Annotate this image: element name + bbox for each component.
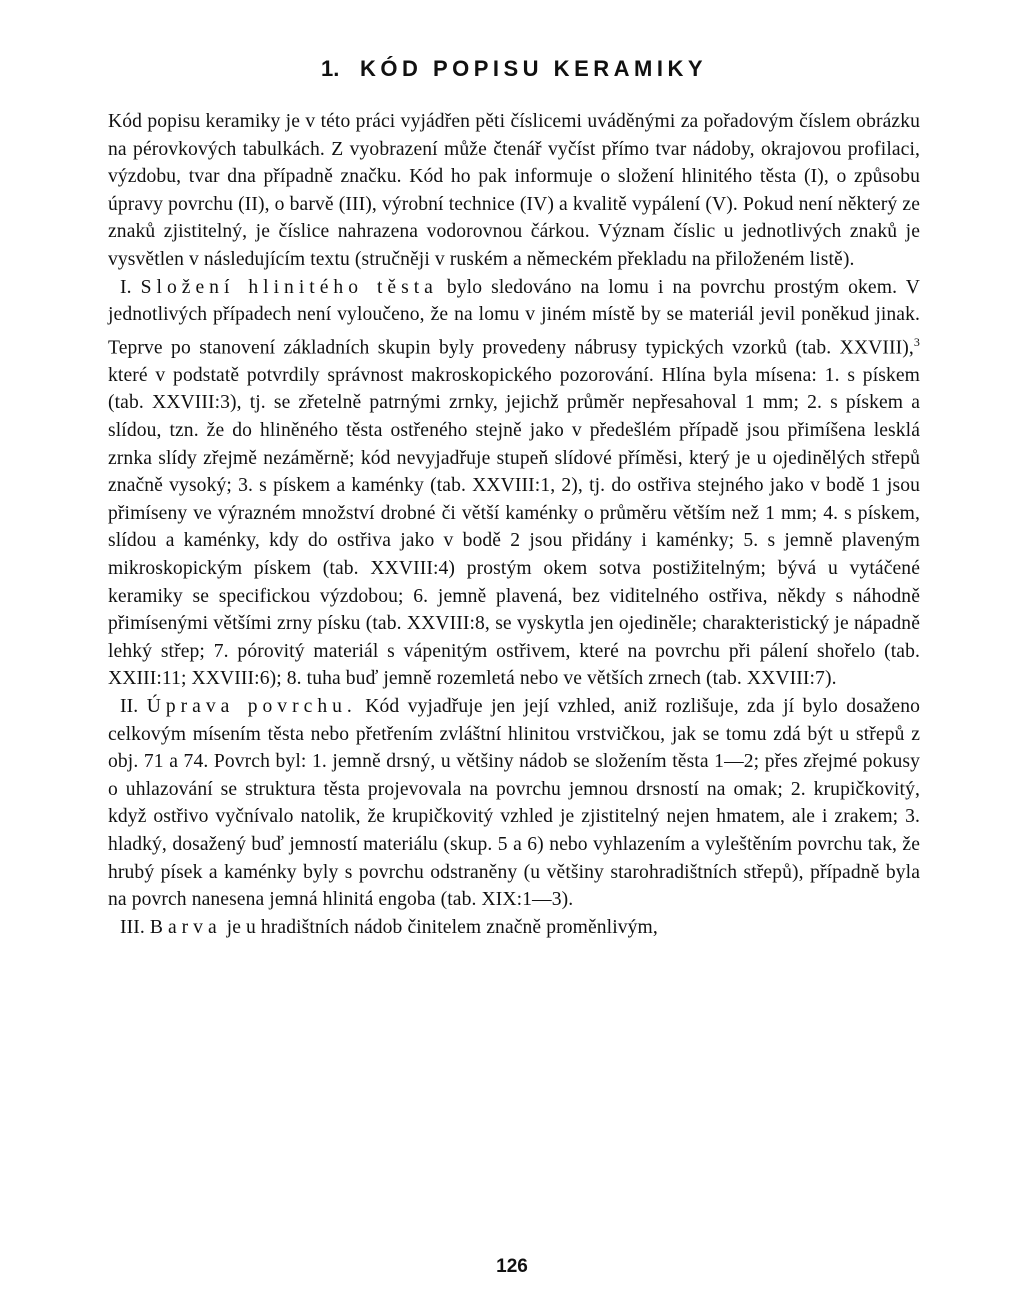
footnote-marker: 3 bbox=[913, 334, 920, 349]
page-title bbox=[108, 56, 920, 82]
section-i-label: I. bbox=[120, 276, 132, 298]
section-iii-label: III. bbox=[120, 916, 145, 938]
section-title: KÓD POPISU KERAMIKY bbox=[359, 56, 708, 81]
section-number: 1. bbox=[320, 56, 340, 81]
section-ii-text: Kód vyjadřuje jen její vzhled, aniž rozlišuje, zda jí bylo dosaženo celkovým mísením těsta nebo přetřením zvláštní hlinitou vrstvičkou, jak se tomu zdá být u střepů z obj. 71 a 74. Povrch byl: 1. jemně drsný, u většiny nádob se složením těsta 1—2; přes zřejmé pokusy o uhlazování se struktura těsta projevovala na povrchu jemnou drsností na omak; 2. krupičkovitý, když ostřivo vyčnívalo natolik, že krupičkovitý vzhled je zjistitelný nejen hmatem, ale i zrakem; 3. hladký, dosažený buď jemností materiálu (skup. 5 a 6) nebo vyhlazením a vyleštěním povrchu tak, že hrubý písek a kaménky byly s povrchu odstraněny (u většiny starohradištních střepů), případně byla na povrch nanesena jemná hlinitá engoba (tab. XIX:1—3). bbox=[108, 696, 921, 911]
page-body bbox=[108, 56, 920, 941]
section-ii-heading: Úprava povrchu. bbox=[146, 696, 357, 717]
section-iii-heading: Barva bbox=[149, 916, 222, 938]
page-number: 126 bbox=[496, 1256, 528, 1277]
intro-paragraph: Kód popisu keramiky je v této práci vyjádřen pěti číslicemi uváděnými za pořadovým číslem obrázku na pérovkových tabulkách. Z vyobrazení může čtenář vyčíst přímo tvar nádoby, okrajovou profilaci, výzdobu, tvar dna případně značku. Kód ho pak informuje o složení hlinitého těsta (I), o způsobu úpravy povrchu (II), o barvě (III), výrobní technice (IV) a kvalitě vypálení (V). Pokud není některý ze znaků zjistitelný, je číslice nahrazena vodorovnou čárkou. Význam číslic u jednotlivých znaků je vysvětlen v následujícím textu (stručněji v ruském a německém překladu na přiloženém listě). bbox=[108, 111, 920, 270]
section-iii-text: je u hradištních nádob činitelem značně proměnlivým, bbox=[221, 916, 658, 938]
section-ii-paragraph bbox=[108, 693, 920, 914]
section-i-heading: Složení hlinitého těsta bbox=[140, 276, 438, 298]
section-iii-paragraph bbox=[108, 914, 920, 942]
section-i-text-continued: které v podstatě potvrdily správnost makroskopického pozorování. Hlína byla mísena: 1. s pískem (tab. XXVIII:3), tj. se zřetelně patrnými zrnky, jejichž průměr nepřesahoval 1 mm; 2. s pískem a slídou, tzn. že do hliněného těsta ostřeného stejně jako v předešlém případě jsou přimíšena lesklá zrnka slídy zřejmě nezáměrně; kód nevyjadřuje stupeň slídové příměsi, který je u ojedinělých střepů značně vysoký; 3. s pískem a kaménky (tab. XXVIII:1, 2), tj. do ostřiva stejného jako v bodě 1 jsou přimíseny ve výrazném množství drobné či větší kaménky o průměru větším než 1 mm; 4. s pískem, slídou a kaménky, kdy do ostřiva jako v bodě 2 jsou přidány i kaménky; 5. s jemně plaveným mikroskopickým pískem (tab. XXVIII:4) prostým okem sotva postižitelným; bývá u vytáčené keramiky se specifickou výzdobou; 6. jemně plavená, bez viditelného ostřiva, někdy s náhodně přimísenými většími zrny písku (tab. XXVIII:8, se vyskytla jen ojediněle; charakteristický je nápadně lehký střep; 7. pórovitý materiál s vápenitým ostřivem, které na povrchu při pálení shořelo (tab. XXIII:11; XXVIII:6); 8. tuha buď jemně rozemletá nebo ve větších zrnech (tab. XXVIII:7). bbox=[108, 364, 920, 690]
section-ii-label: II. bbox=[120, 696, 139, 717]
section-i-text: bylo sledováno na lomu i na povrchu prostým okem. V jednotlivých případech není vyloučeno, že na lomu v jiném místě by se materiál jevil poněkud jinak. Teprve po stanovení základních skupin byly provedeny nábrusy typických vzorků (tab. XXVIII), bbox=[108, 276, 920, 359]
section-i-paragraph bbox=[108, 274, 920, 693]
